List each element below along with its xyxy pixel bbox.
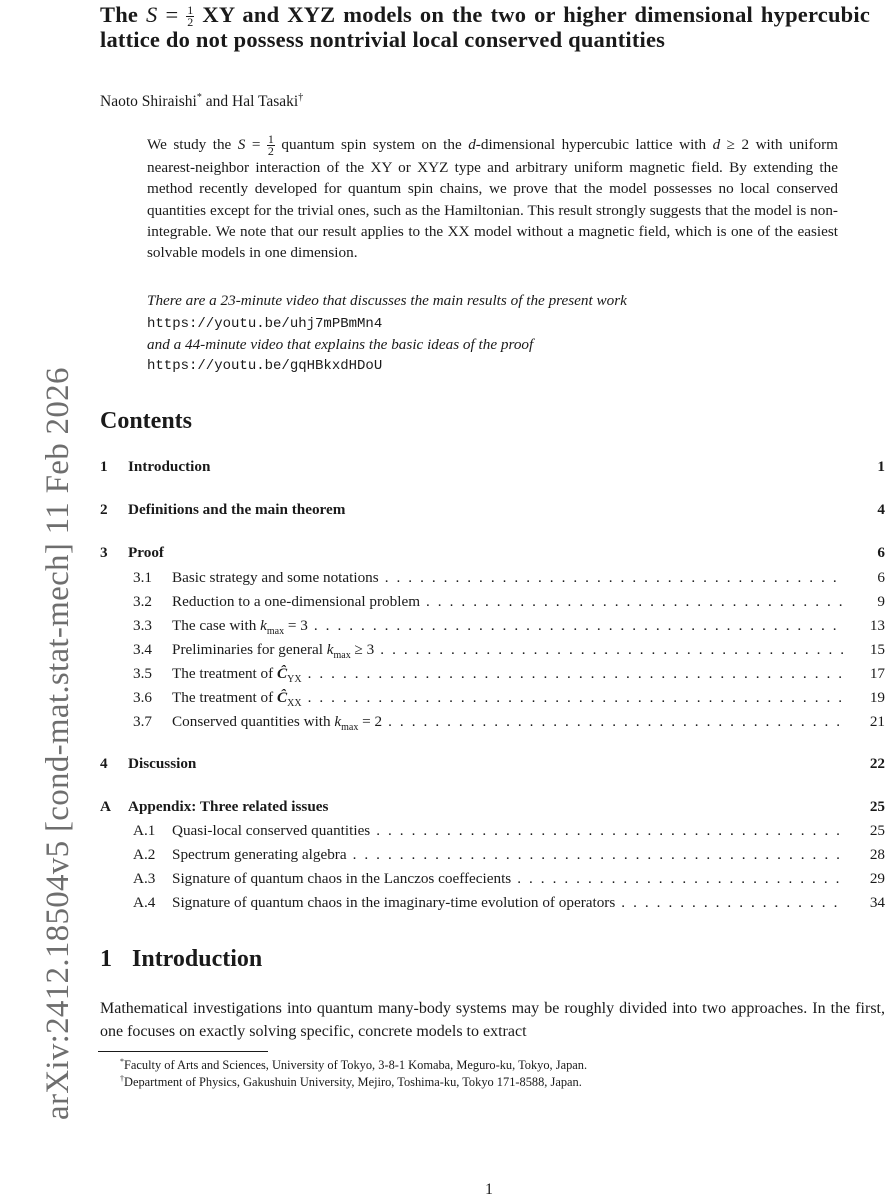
paper-title <box>100 3 870 52</box>
footnote-2 <box>120 1074 582 1090</box>
video-1-text: There are a 23-minute video that discusses the main results of the present work <box>147 292 627 309</box>
toc-num: 3.6 <box>133 689 152 706</box>
toc-subsection[interactable] <box>100 617 885 639</box>
contents-heading: Contents <box>100 408 193 434</box>
toc-num: 3.7 <box>133 713 152 730</box>
toc-num: 3.5 <box>133 665 152 682</box>
toc-label: Preliminaries for general <box>172 641 327 658</box>
toc-label: Signature of quantum chaos in the Lanczos coeffecients <box>172 870 512 887</box>
toc-label: Signature of quantum chaos in the imaginary-time evolution of operators <box>172 894 616 911</box>
toc-section[interactable] <box>100 798 885 820</box>
author-1: Naoto Shiraishi <box>100 93 197 111</box>
toc-label: Conserved quantities with <box>172 713 335 730</box>
video-2-link[interactable]: https://youtu.be/gqHBkxdHDoU <box>147 358 383 374</box>
footnote-2-mark: † <box>120 1074 124 1083</box>
toc-subsection[interactable] <box>100 822 885 844</box>
toc-math-sub: max <box>333 650 351 662</box>
toc-math: k <box>326 641 334 658</box>
abstract-eq: = <box>245 136 267 153</box>
toc-section[interactable] <box>100 501 885 523</box>
toc-page: 9 <box>877 593 885 610</box>
toc-page: 25 <box>869 798 885 815</box>
toc-subsection[interactable] <box>100 894 885 916</box>
toc-leader <box>353 846 843 864</box>
toc-subsection[interactable] <box>100 641 885 663</box>
video-2-text: and a 44-minute video that explains the basic ideas of the proof <box>147 336 534 353</box>
toc-num: 2 <box>100 501 108 518</box>
toc-label: The treatment of <box>172 665 277 682</box>
toc-num: 3 <box>100 544 108 561</box>
page-number: 1 <box>485 1181 493 1198</box>
toc-num: A.2 <box>133 846 156 863</box>
abstract-text: -dimensional hypercubic lattice with <box>475 136 713 153</box>
toc-num: 4 <box>100 755 108 772</box>
toc-num: 3.2 <box>133 593 152 610</box>
toc-subsection[interactable] <box>100 593 885 615</box>
toc-num: 1 <box>100 458 108 475</box>
abstract-text: with uniform nearest-neighbor interaction of the XY or XYZ type and arbitrary uniform magnetic field. By extending the method recently developed for quantum spin chains, we prove that the model possesses no local conserved quantities except for the trivial ones, such as the Hamiltonian. This result strongly suggests that the model is non-integrable. We note that our result applies to the XX model without a magnetic field, which is one of the easiest solvable models in one dimension. <box>147 136 838 262</box>
toc-num: A <box>100 798 111 815</box>
toc-label: Introduction <box>128 458 211 475</box>
toc-section[interactable] <box>100 544 885 566</box>
abstract-text: We study the <box>147 136 238 153</box>
intro-paragraph: Mathematical investigations into quantum many-body systems may be roughly divided into two approaches. In the first, one focuses on exactly solving specific, concrete models to extract <box>100 1000 885 1040</box>
author-2-mark: † <box>298 92 304 103</box>
toc-leader <box>380 641 843 659</box>
abstract-var-d: d <box>468 136 476 153</box>
intro-heading <box>100 946 262 973</box>
toc-math-sub: YX <box>287 674 302 686</box>
abstract-geq: ≥ 2 <box>720 136 750 153</box>
toc-math-sub: XX <box>287 698 302 710</box>
toc-subsection[interactable] <box>100 846 885 868</box>
toc-math: k <box>334 713 342 730</box>
toc-num: 3.1 <box>133 569 152 586</box>
authors-and: and <box>201 93 233 111</box>
arxiv-side-stamp: arXiv:2412.18504v5 [cond-mat.stat-mech] 11 Feb 2026 <box>40 367 76 1120</box>
toc-page: 25 <box>869 822 885 839</box>
toc-page: 28 <box>869 846 885 863</box>
toc-leader <box>385 569 843 587</box>
toc-math-sub: max <box>341 722 359 734</box>
toc-leader <box>308 689 843 707</box>
abstract <box>147 134 838 264</box>
toc-section[interactable] <box>100 755 885 777</box>
toc-page: 17 <box>869 665 885 682</box>
intro-heading-num: 1 <box>100 946 112 972</box>
toc-subsection[interactable] <box>100 569 885 591</box>
abstract-var-s: S <box>237 136 246 153</box>
toc-page: 19 <box>869 689 885 706</box>
toc-page: 15 <box>869 641 885 658</box>
title-prefix: The <box>100 2 147 27</box>
intro-heading-text: Introduction <box>132 946 263 972</box>
toc-subsection[interactable] <box>100 665 885 687</box>
toc-page: 6 <box>877 544 885 561</box>
abstract-frac-num: 1 <box>267 132 274 147</box>
toc-math: k <box>260 617 267 634</box>
footnote-1 <box>120 1057 587 1073</box>
toc-leader <box>517 870 843 888</box>
toc-page: 29 <box>869 870 885 887</box>
toc-leader <box>388 713 843 731</box>
abstract-fraction <box>267 134 275 157</box>
toc-label: The case with <box>172 617 261 634</box>
toc-label: Discussion <box>128 755 197 772</box>
author-2: Hal Tasaki <box>232 93 299 111</box>
toc-num: 3.3 <box>133 617 152 634</box>
toc-math-tail: = 2 <box>358 713 383 730</box>
footnote-1-mark: * <box>120 1057 124 1066</box>
toc-num: A.3 <box>133 870 156 887</box>
toc-label: Proof <box>128 544 164 561</box>
authors <box>100 92 303 111</box>
abstract-var-d: d <box>712 136 721 153</box>
toc-page: 34 <box>869 894 885 911</box>
toc-num: A.1 <box>133 822 156 839</box>
toc-section[interactable] <box>100 458 885 480</box>
toc-label: Quasi-local conserved quantities <box>172 822 371 839</box>
toc-leader <box>621 894 843 912</box>
footnote-1-text: Faculty of Arts and Sciences, University of Tokyo, 3-8-1 Komaba, Meguro-ku, Tokyo, Japan. <box>124 1058 588 1073</box>
footnote-2-text: Department of Physics, Gakushuin University, Mejiro, Toshima-ku, Tokyo 171-8588, Japan. <box>124 1075 582 1090</box>
title-frac-den: 2 <box>187 15 194 30</box>
toc-math: Ĉ <box>277 665 288 682</box>
abstract-text: quantum spin system on the <box>274 136 469 153</box>
toc-math-tail: = 3 <box>284 617 308 634</box>
toc-label: The treatment of <box>172 689 277 706</box>
toc-math: Ĉ <box>277 689 288 706</box>
toc-num: A.4 <box>133 894 156 911</box>
author-1-mark: * <box>196 92 202 103</box>
toc-label: Appendix: Three related issues <box>128 798 329 815</box>
toc-label: Reduction to a one-dimensional problem <box>172 593 421 610</box>
toc-math-sub: max <box>266 626 285 638</box>
toc-label: Basic strategy and some notations <box>172 569 379 586</box>
toc-num: 3.4 <box>133 641 152 658</box>
toc-page: 13 <box>869 617 885 634</box>
title-rest: XY and XYZ models on the two or higher dimensional hypercubic lattice do not possess nontrivial local conserved quantities <box>100 2 871 53</box>
toc-leader <box>308 665 843 683</box>
toc-leader <box>314 617 843 635</box>
footnote-rule <box>98 1051 268 1052</box>
title-eq: = <box>157 2 187 27</box>
toc-subsection[interactable] <box>100 713 885 735</box>
video-1-link[interactable]: https://youtu.be/uhj7mPBmMn4 <box>147 316 383 332</box>
toc-leader <box>376 822 843 840</box>
title-math-var: S <box>146 2 158 27</box>
toc-page: 22 <box>869 755 885 772</box>
toc-subsection[interactable] <box>100 870 885 892</box>
toc-label: Definitions and the main theorem <box>128 501 346 518</box>
toc-page: 6 <box>877 569 885 586</box>
abstract-frac-den: 2 <box>267 144 274 159</box>
toc-math-tail: ≥ 3 <box>350 641 375 658</box>
toc-label: Spectrum generating algebra <box>172 846 347 863</box>
title-frac-num: 1 <box>187 3 194 18</box>
toc-page: 21 <box>869 713 885 730</box>
toc-page: 4 <box>877 501 885 518</box>
toc-subsection[interactable] <box>100 689 885 711</box>
toc-page: 1 <box>877 458 885 475</box>
toc-leader <box>426 593 843 611</box>
